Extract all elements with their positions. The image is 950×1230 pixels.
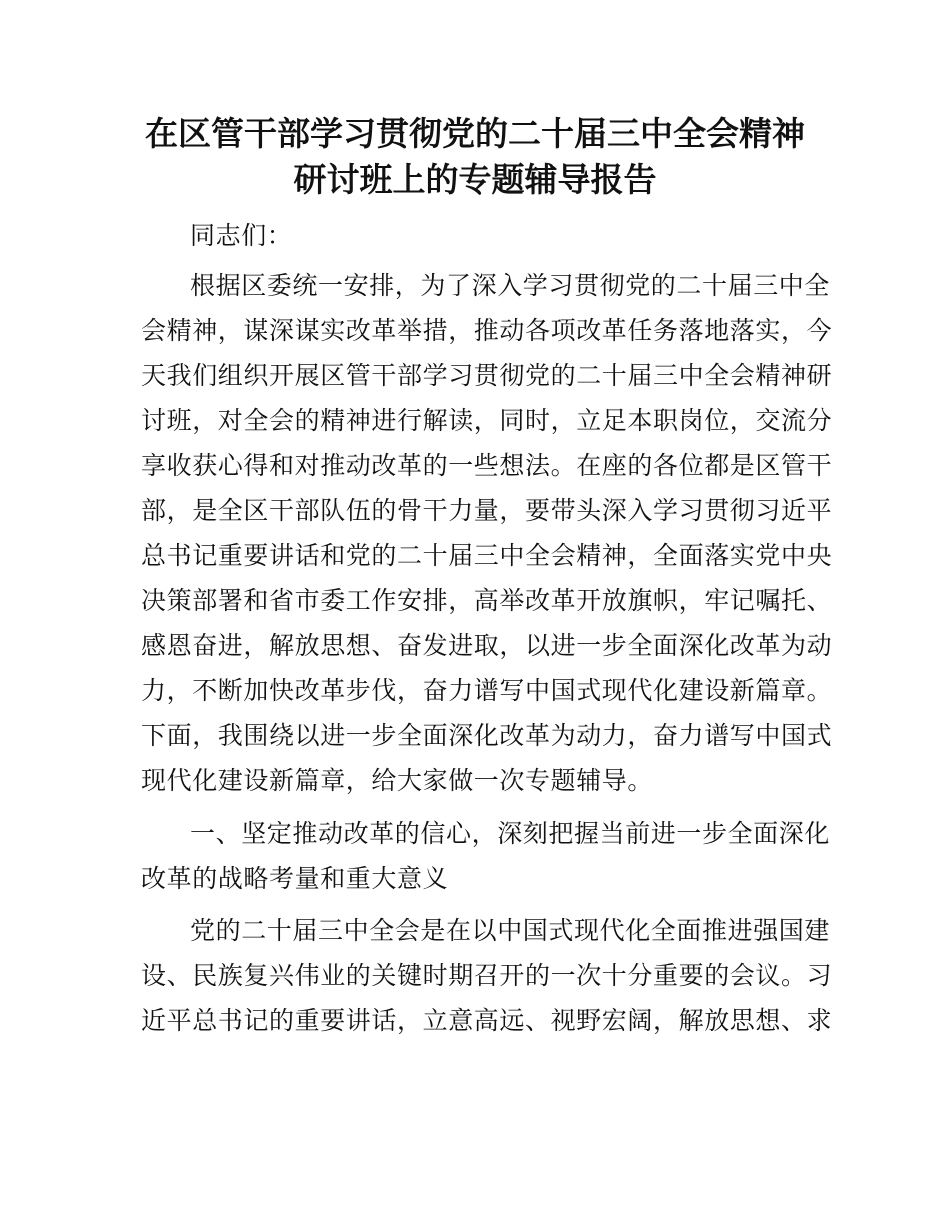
paragraph-1-line: 感恩奋进，解放思想、奋发进取，以进一步全面深化改革为动 (141, 631, 833, 660)
paragraph-1-line: 力，不断加快改革步伐，奋力谱写中国式现代化建设新篇章。 (141, 676, 833, 705)
salutation: 同志们： (190, 221, 293, 250)
paragraph-2-line: 党的二十届三中全会是在以中国式现代化全面推进强国建 (190, 916, 831, 945)
paragraph-2-line: 设、民族复兴伟业的关键时期召开的一次十分重要的会议。习 (141, 961, 833, 990)
paragraph-1-line: 总书记重要讲话和党的二十届三中全会精神，全面落实党中央 (141, 541, 833, 570)
paragraph-1-line: 现代化建设新篇章，给大家做一次专题辅导。 (141, 766, 654, 795)
paragraph-1-line: 部，是全区干部队伍的骨干力量，要带头深入学习贯彻习近平 (141, 496, 833, 525)
section-heading-line: 一、坚定推动改革的信心，深刻把握当前进一步全面深化 (190, 819, 831, 848)
document-title-line-1: 在区管干部学习贯彻党的二十届三中全会精神 (145, 114, 805, 153)
paragraph-1-line: 会精神，谋深谋实改革举措，推动各项改革任务落地落实，今 (141, 316, 833, 345)
paragraph-1-line: 决策部署和省市委工作安排，高举改革开放旗帜，牢记嘱托、 (141, 586, 833, 615)
paragraph-1-line: 讨班，对全会的精神进行解读，同时，立足本职岗位，交流分 (141, 406, 833, 435)
paragraph-1-line: 天我们组织开展区管干部学习贯彻党的二十届三中全会精神研 (141, 361, 833, 390)
paragraph-1-line: 享收获心得和对推动改革的一些想法。在座的各位都是区管干 (141, 451, 833, 480)
paragraph-1-line: 根据区委统一安排，为了深入学习贯彻党的二十届三中全 (190, 271, 831, 300)
document-title-line-2: 研讨班上的专题辅导报告 (293, 160, 657, 199)
section-heading-line: 改革的战略考量和重大意义 (141, 864, 449, 893)
paragraph-2-line: 近平总书记的重要讲话，立意高远、视野宏阔，解放思想、求 (141, 1006, 833, 1035)
paragraph-1-line: 下面，我围绕以进一步全面深化改革为动力，奋力谱写中国式 (141, 721, 833, 750)
